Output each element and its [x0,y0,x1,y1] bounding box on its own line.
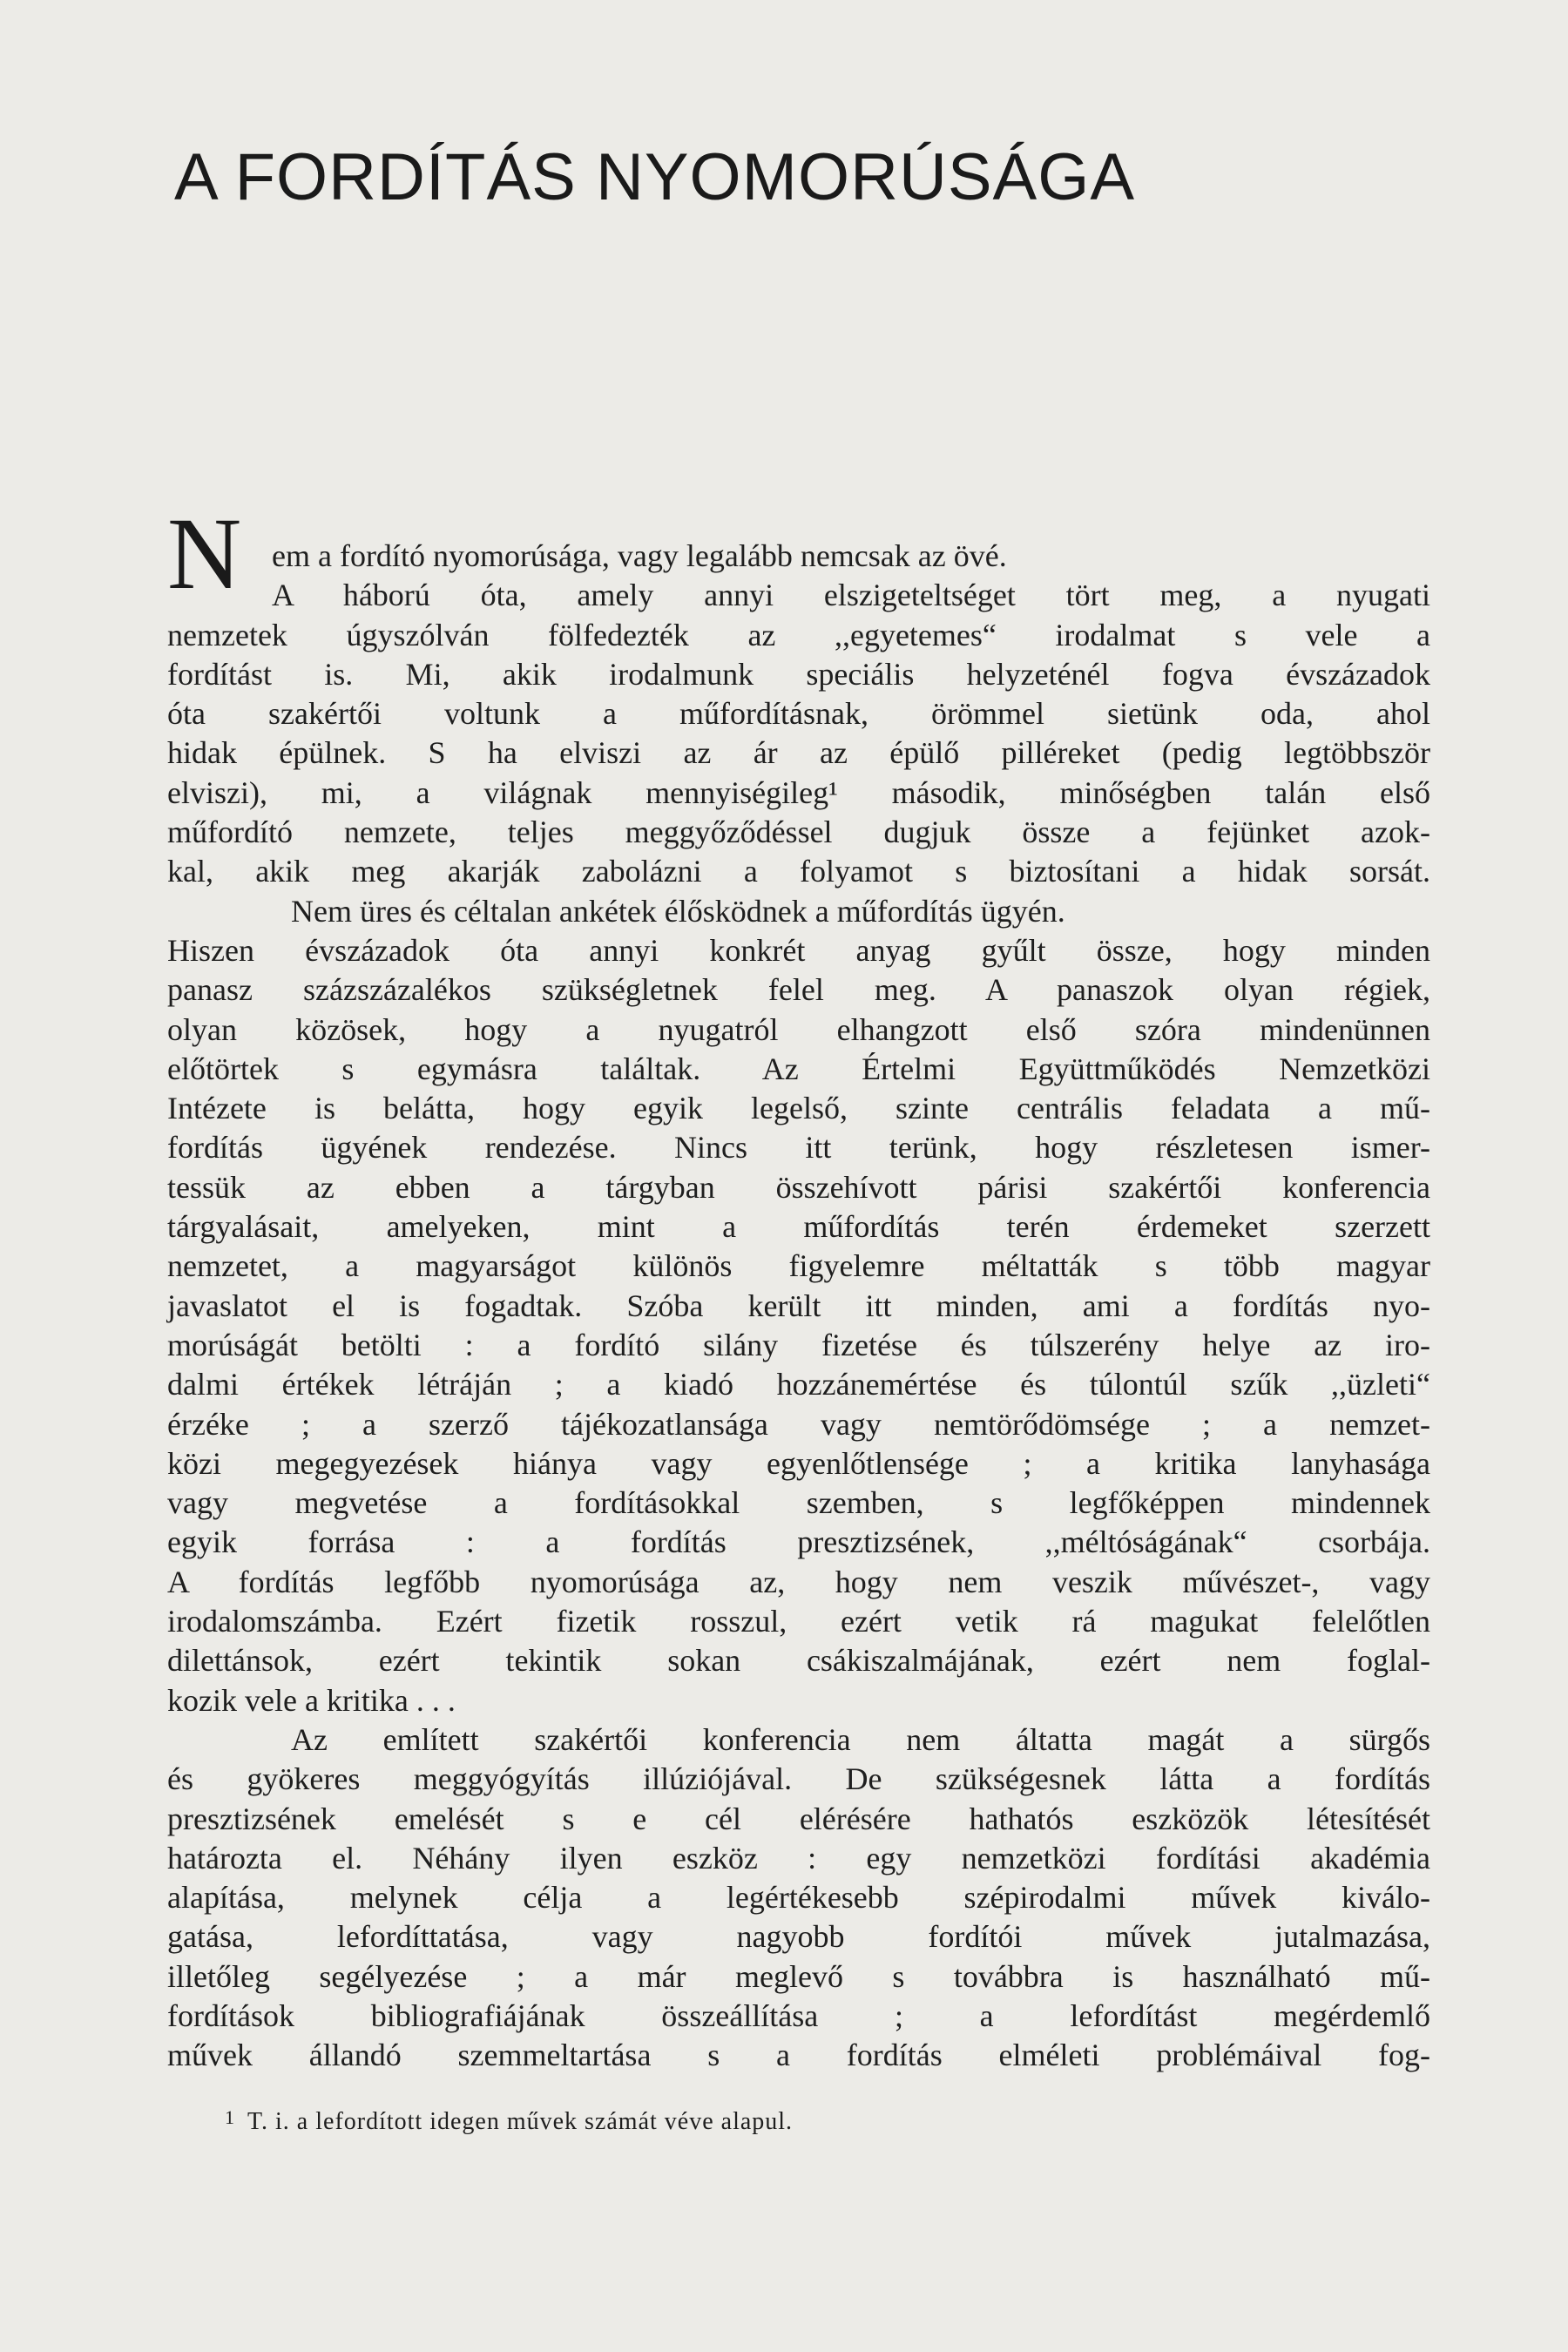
text-line: művek állandó szemmeltartása s a fordítás elméleti problémáival fog- [167,2038,1430,2073]
text-line: és gyökeres meggyógyítás illúziójával. De szükségesnek látta a fordítás [167,1761,1430,1797]
body-text [167,537,1430,2076]
text-line: gatása, lefordíttatása, vagy nagyobb fordítói művek jutalmazása, [167,1919,1430,1955]
text-line: dalmi értékek létráján ; a kiadó hozzánemértése és túlontúl szűk ,,üzleti“ [167,1367,1430,1402]
text-line: A fordítás legfőbb nyomorúsága az, hogy nem veszik művészet-, vagy [167,1564,1430,1599]
text-line: Nem üres és céltalan ankétek élősködnek a műfordítás ügyén. [291,893,1065,929]
footnote-text: T. i. a lefordított idegen művek számát véve alapul. [247,2108,794,2135]
text-line: előtörtek s egymásra találtak. Az Értelmi Együttműködés Nemzetközi [167,1051,1430,1086]
text-line: egyik forrása : a fordítás presztizsének, ,,méltóságának“ csorbája. [167,1524,1430,1560]
text-line: alapítása, melynek célja a legértékesebb szépirodalmi művek kiválo- [167,1880,1430,1916]
text-line: óta szakértői voltunk a műfordításnak, örömmel sietünk oda, ahol [167,696,1430,732]
footnote [225,2106,793,2136]
text-line: elviszi), mi, a világnak mennyiségileg¹ második, minőségben talán első [167,774,1430,810]
text-line: Intézete is belátta, hogy egyik legelső, szinte centrális feladata a mű- [167,1091,1430,1126]
footnote-mark: 1 [225,2106,235,2128]
text-line: illetőleg segélyezése ; a már meglevő s továbbra is használható mű- [167,1958,1430,1994]
text-line: közi megegyezések hiánya vagy egyenlőtlensége ; a kritika lanyhasága [167,1445,1430,1481]
text-line: fordítás ügyének rendezése. Nincs itt terünk, hogy részletesen ismer- [167,1130,1430,1166]
text-line: dilettánsok, ezért tekintik sokan csákiszalmájának, ezért nem foglal- [167,1643,1430,1679]
text-line: műfordító nemzete, teljes meggyőződéssel dugjuk össze a fejünket azok- [167,814,1430,850]
text-line: hidak épülnek. S ha elviszi az ár az épülő pilléreket (pedig legtöbbször [167,735,1430,771]
page-title: A FORDÍTÁS NYOMORÚSÁGA [174,140,1136,214]
text-line: vagy megvetése a fordításokkal szemben, s legfőképpen mindennek [167,1485,1430,1521]
text-line: tessük az ebben a tárgyban összehívott párisi szakértői konferencia [167,1169,1430,1205]
text-line: tárgyalásait, amelyeken, mint a műfordítás terén érdemeket szerzett [167,1209,1430,1245]
text-line: kozik vele a kritika . . . [167,1682,456,1718]
text-line: A háború óta, amely annyi elszigeteltséget tört meg, a nyugati [272,578,1430,613]
text-line: irodalomszámba. Ezért fizetik rosszul, ezért vetik rá magukat felelőtlen [167,1604,1430,1639]
text-line: em a fordító nyomorúsága, vagy legalább nemcsak az övé. [272,538,1007,573]
text-line: fordítások bibliografiájának összeállítása ; a lefordítást megérdemlő [167,1997,1430,2033]
drop-cap-letter: N [167,497,242,611]
text-line: nemzetet, a magyarságot különös figyelemre méltatták s több magyar [167,1248,1430,1284]
text-line: javaslatot el is fogadtak. Szóba került itt minden, ami a fordítás nyo- [167,1288,1430,1323]
text-line: morúságát betölti : a fordító silány fizetése és túlszerény helye az iro- [167,1327,1430,1362]
text-line: olyan közösek, hogy a nyugatról elhangzott első szóra mindenünnen [167,1011,1430,1047]
text-line: Az említett szakértői konferencia nem áltatta magát a sürgős [291,1721,1430,1757]
text-line: presztizsének emelését s e cél elérésére hathatós eszközök létesítését [167,1801,1430,1836]
text-line: érzéke ; a szerző tájékozatlansága vagy nemtörődömsége ; a nemzet- [167,1406,1430,1442]
text-line: kal, akik meg akarják zabolázni a folyamot s biztosítani a hidak sorsát. [167,854,1430,889]
text-line: panasz százszázalékos szükségletnek felel meg. A panaszok olyan régiek, [167,972,1430,1008]
text-line: nemzetek úgyszólván fölfedezték az ,,egyetemes“ irodalmat s vele a [167,617,1430,652]
text-line: Hiszen évszázadok óta annyi konkrét anyag gyűlt össze, hogy minden [167,932,1430,968]
text-line: határozta el. Néhány ilyen eszköz : egy nemzetközi fordítási akadémia [167,1840,1430,1876]
text-line: fordítást is. Mi, akik irodalmunk speciális helyzeténél fogva évszázadok [167,656,1430,692]
